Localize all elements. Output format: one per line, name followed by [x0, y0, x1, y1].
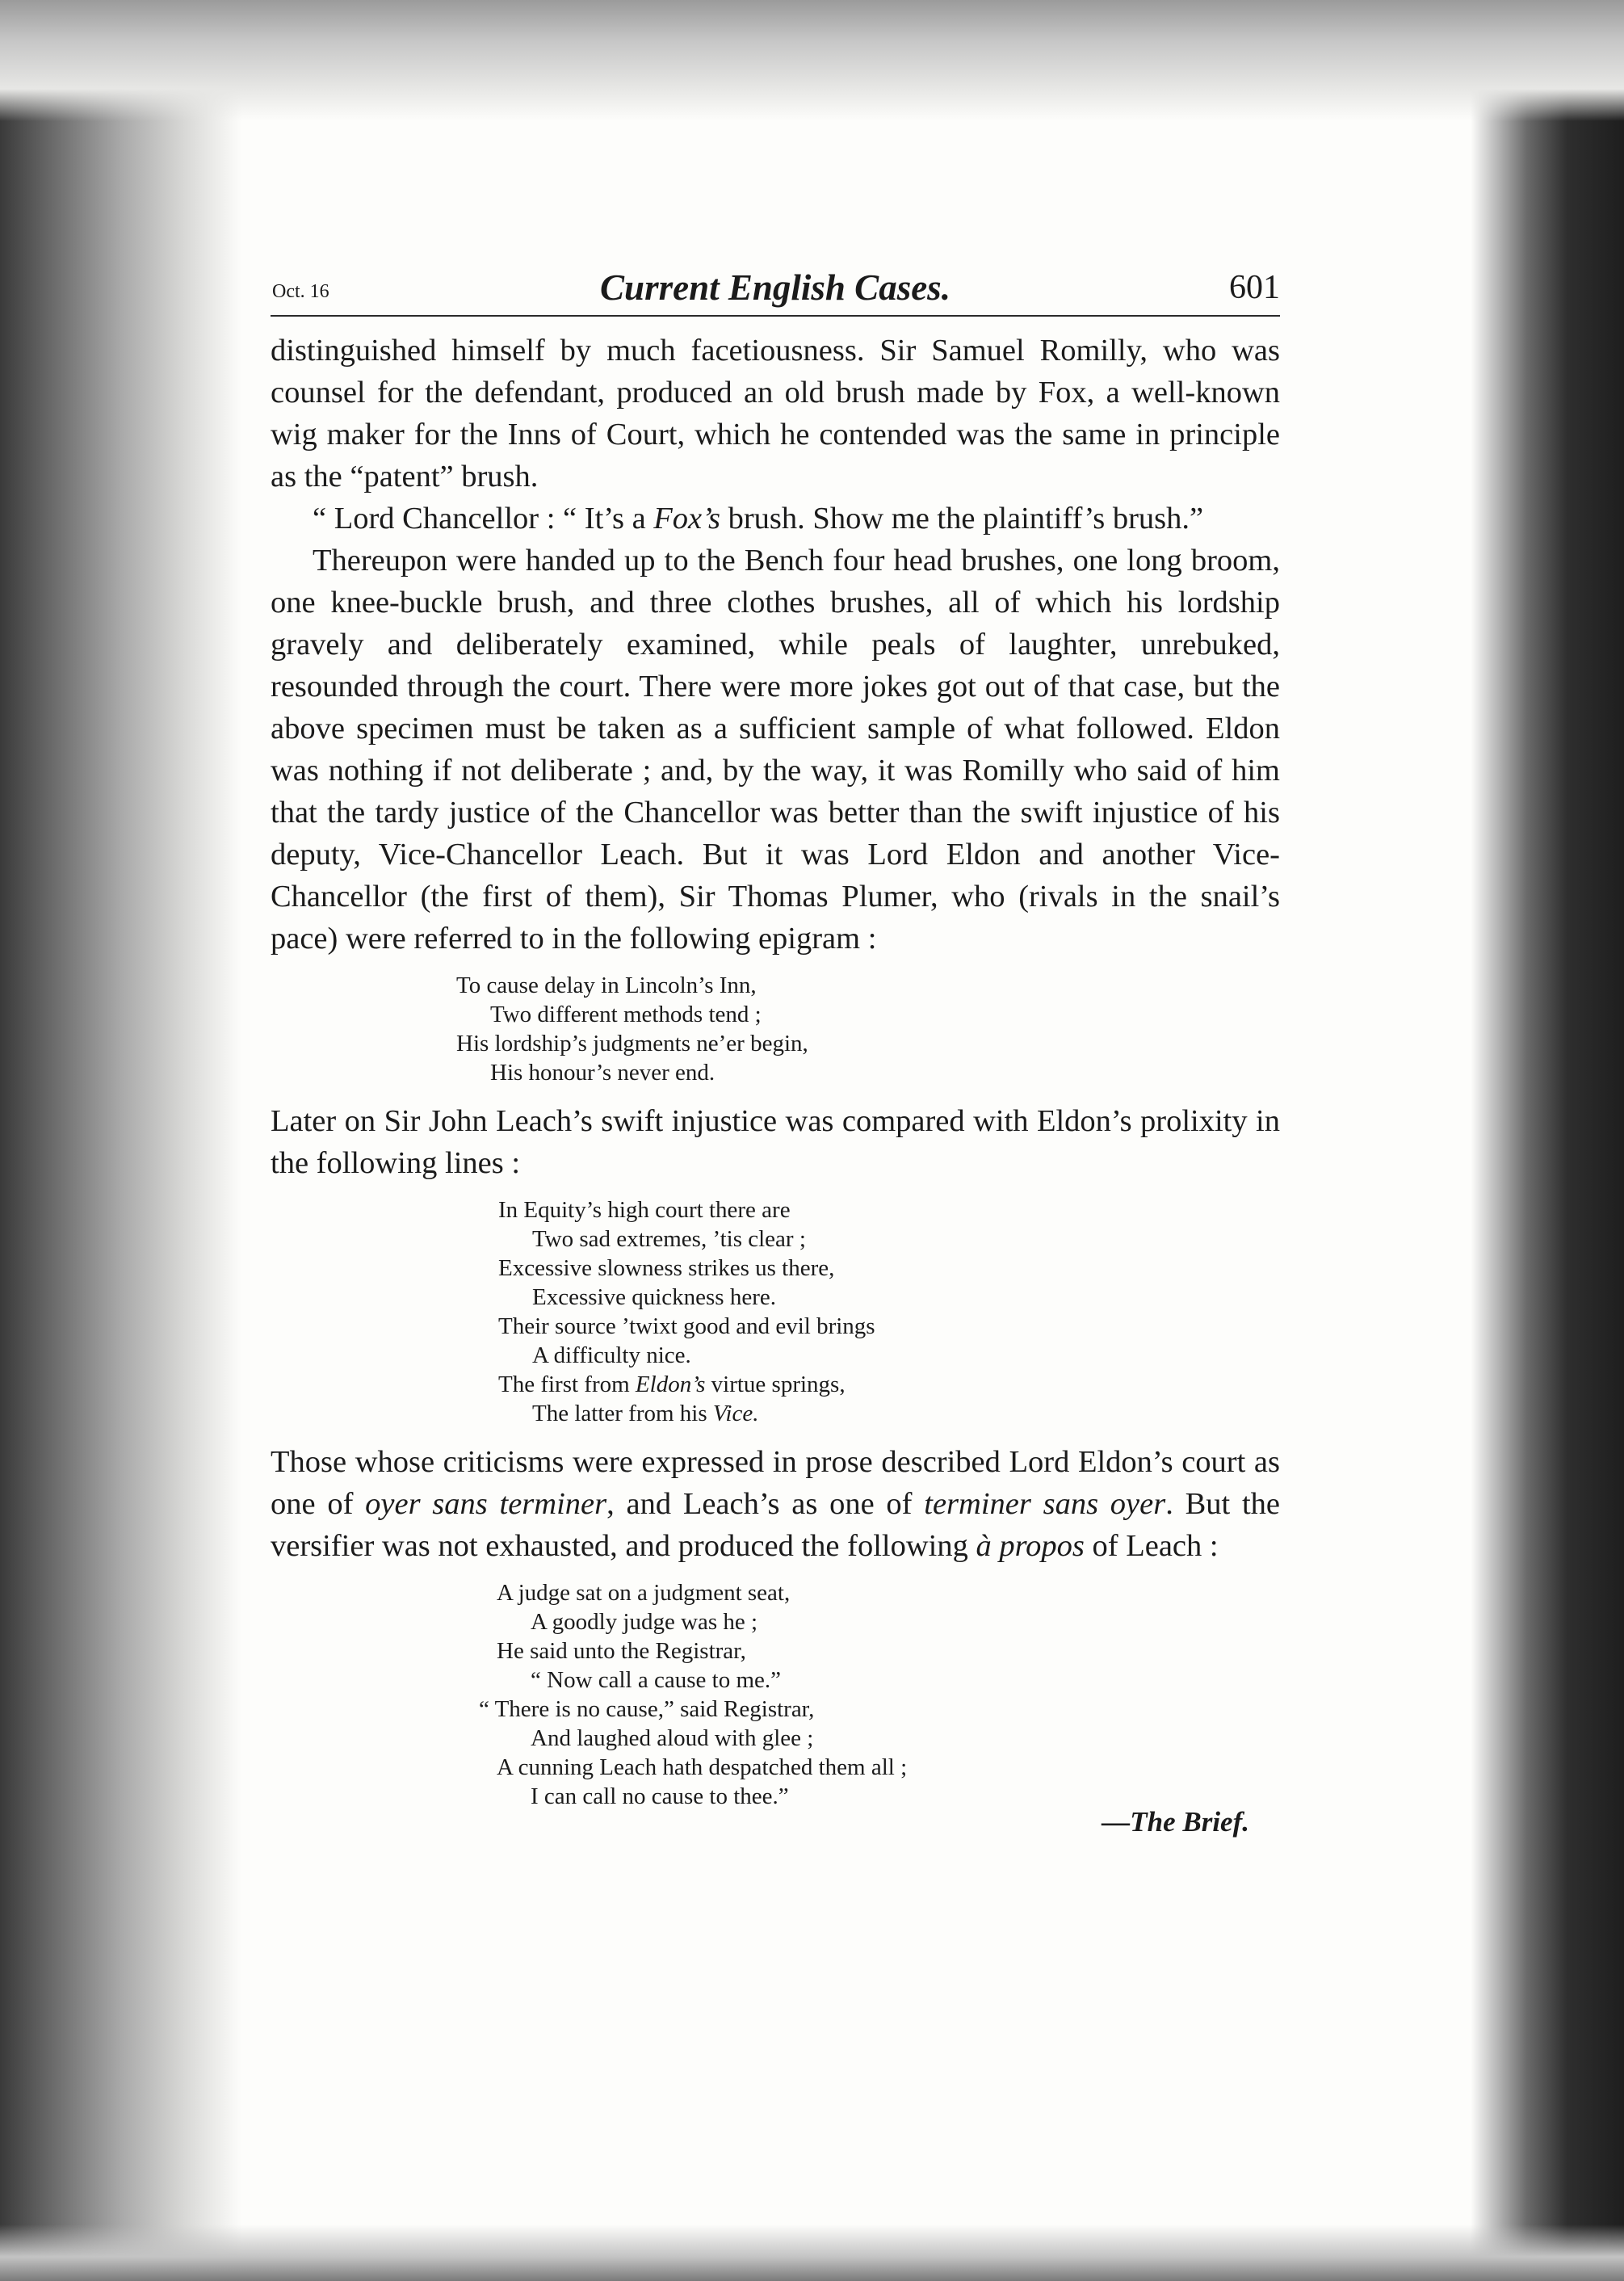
paragraph-5-emphasis-3: à propos: [976, 1529, 1085, 1563]
verse-line: “ Now call a cause to me.”: [531, 1667, 781, 1693]
source-signature: —The Brief.: [1102, 1806, 1249, 1838]
scan-edge-right: [1471, 0, 1624, 2281]
verse-line: [498, 1370, 1280, 1399]
scan-edge-bottom: [0, 2224, 1624, 2281]
paragraph-2-text-b: brush. Show me the plaintiff’s brush.”: [720, 502, 1204, 536]
header-date: Oct. 16: [272, 281, 329, 302]
verse-line: Their source ’twixt good and evil brings: [498, 1313, 875, 1339]
verse-line-emphasis: Vice.: [712, 1401, 759, 1426]
verse-line: His lordship’s judgments ne’er begin,: [456, 1031, 808, 1056]
paragraph-1: distinguished himself by much facetiousness. Sir Samuel Romilly, who was counsel for the defendant, produced an old brush made by Fox, a well-known wig maker for the Inns of Court, which he contended was the same in principle as the “patent” brush.: [271, 334, 1280, 494]
verse-line-emphasis: Eldon’s: [635, 1372, 706, 1397]
paragraph-4: Later on Sir John Leach’s swift injustice was compared with Eldon’s prolixity in the following lines :: [271, 1104, 1280, 1180]
verse-line: A cunning Leach hath despatched them all ;: [497, 1754, 908, 1780]
verse-line: I can call no cause to thee.”: [531, 1783, 789, 1809]
equity-verse: [271, 1195, 1280, 1428]
judge-verse: [271, 1578, 1280, 1811]
paragraph-2-text-a: “ Lord Chancellor : “ It’s a: [313, 502, 654, 536]
verse-line: A difficulty nice.: [532, 1342, 691, 1368]
epigram-verse: [271, 971, 1280, 1087]
verse-line: Two different methods tend ;: [490, 1002, 762, 1027]
article-body: [271, 315, 1280, 1838]
verse-line-text: The latter from his: [532, 1401, 713, 1426]
paragraph-5-text-b: , and Leach’s as one of: [606, 1487, 925, 1521]
verse-line-text: The first from: [498, 1372, 636, 1397]
scan-edge-left: [0, 0, 242, 2281]
paragraph-2: [271, 498, 1280, 540]
paragraph-5-emphasis-1: oyer sans terminer: [365, 1487, 607, 1521]
verse-line: A judge sat on a judgment seat,: [497, 1580, 791, 1606]
page-number: 601: [1229, 269, 1280, 306]
header-rule: [271, 315, 1280, 317]
paragraph-5-text-c: . But the versifier was not exhausted, and produced the following: [271, 1487, 1281, 1563]
paragraph-5: [271, 1441, 1280, 1567]
scan-edge-top: [0, 0, 1624, 121]
verse-line: [498, 1399, 1280, 1428]
verse-line-text: virtue springs,: [705, 1372, 846, 1397]
verse-line: To cause delay in Lincoln’s Inn,: [456, 972, 757, 998]
paragraph-2-emphasis: Fox’s: [653, 502, 720, 536]
running-header: [271, 267, 1280, 315]
verse-line: A goodly judge was he ;: [531, 1609, 758, 1635]
verse-line: He said unto the Registrar,: [497, 1638, 746, 1664]
header-title: Current English Cases.: [600, 267, 950, 308]
verse-line: In Equity’s high court there are: [498, 1197, 791, 1223]
paragraph-5-text-a: Those whose criticisms were expressed in prose described Lord Eldon’s court as one of: [271, 1445, 1280, 1521]
paragraph-3: Thereupon were handed up to the Bench four head brushes, one long broom, one knee-buckle brush, and three clothes brushes, all of which his lordship gravely and deliberately examined, while peals of laughter, unrebuked, resounded through the court. There were more jokes got out of that case, but the above specimen must be taken as a sufficient sample of what followed. Eldon was nothing if not deliberate ; and, by the way, it was Romilly who said of him that the tardy justice of the Chancellor was better than the swift injustice of his deputy, Vice-Chancellor Leach. But it was Lord Eldon and another Vice-Chancellor (the first of them), Sir Thomas Plumer, who (rivals in the snail’s pace) were referred to in the following epigram :: [271, 544, 1280, 956]
verse-line: Excessive slowness strikes us there,: [498, 1255, 835, 1281]
verse-line: “ There is no cause,” said Registrar,: [479, 1696, 815, 1722]
paragraph-5-text-d: of Leach :: [1084, 1529, 1219, 1563]
verse-line: And laughed aloud with glee ;: [531, 1725, 814, 1751]
paragraph-5-emphasis-2: terminer sans oyer: [924, 1487, 1166, 1521]
verse-line: Two sad extremes, ’tis clear ;: [532, 1226, 806, 1252]
page: [271, 267, 1280, 1838]
verse-line: His honour’s never end.: [490, 1060, 715, 1086]
verse-line: Excessive quickness here.: [532, 1284, 776, 1310]
